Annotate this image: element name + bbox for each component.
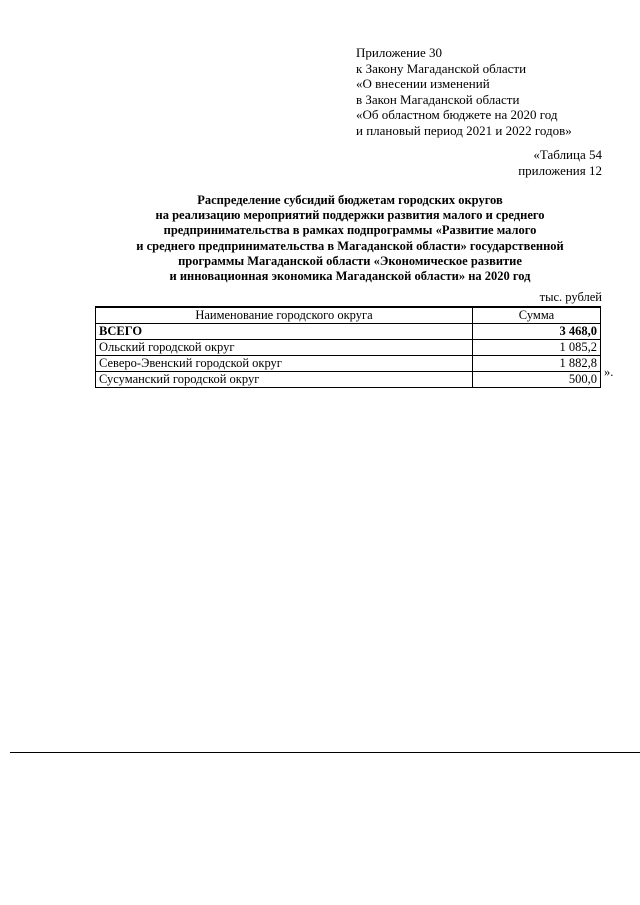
district-name: Ольский городской округ <box>96 340 473 356</box>
table-row <box>96 340 601 356</box>
appendix-line: Приложение 30 <box>356 45 443 60</box>
header-district: Наименование городского округа <box>96 307 473 324</box>
district-name: Сусуманский городской округ <box>96 372 473 388</box>
page-divider <box>10 752 640 753</box>
header-amount: Сумма <box>473 307 601 324</box>
appendix-line: «О внесении изменений <box>356 76 490 91</box>
table-row <box>96 356 601 372</box>
subsidy-table <box>95 306 601 388</box>
table-reference <box>518 147 602 178</box>
title-line: предпринимательства в рамках подпрограммы «Развитие малого <box>163 223 537 238</box>
appendix-line: в Закон Магаданской области <box>356 91 520 107</box>
title-line: и инновационная экономика Магаданской области» на 2020 год <box>169 269 531 284</box>
district-amount: 1 882,8 <box>473 356 601 372</box>
title-line: и среднего предпринимательства в Магаданской области» государственной <box>136 238 564 253</box>
district-amount: 500,0 <box>473 372 601 388</box>
table-row <box>96 372 601 388</box>
units-label: тыс. рублей <box>539 290 602 304</box>
appendix-line: к Закону Магаданской области <box>356 60 527 76</box>
appendix-line: «Об областном бюджете на 2020 год <box>356 107 558 122</box>
table-ref-line: «Таблица 54 <box>533 147 602 162</box>
total-label: ВСЕГО <box>96 324 473 340</box>
table-ref-line: приложения 12 <box>518 162 602 178</box>
closing-quote: ». <box>604 365 614 379</box>
district-amount: 1 085,2 <box>473 340 601 356</box>
title-line: программы Магаданской области «Экономическое развитие <box>178 253 522 268</box>
table-total-row <box>96 324 601 340</box>
appendix-block <box>356 45 572 138</box>
document-title <box>90 193 610 284</box>
district-name: Северо-Эвенский городской округ <box>96 356 473 372</box>
title-line: Распределение субсидий бюджетам городских округов <box>197 193 503 207</box>
total-amount: 3 468,0 <box>473 324 601 340</box>
title-line: на реализацию мероприятий поддержки развития малого и среднего <box>155 208 545 223</box>
table-header-row <box>96 307 601 324</box>
appendix-line: и плановый период 2021 и 2022 годов» <box>356 122 572 138</box>
